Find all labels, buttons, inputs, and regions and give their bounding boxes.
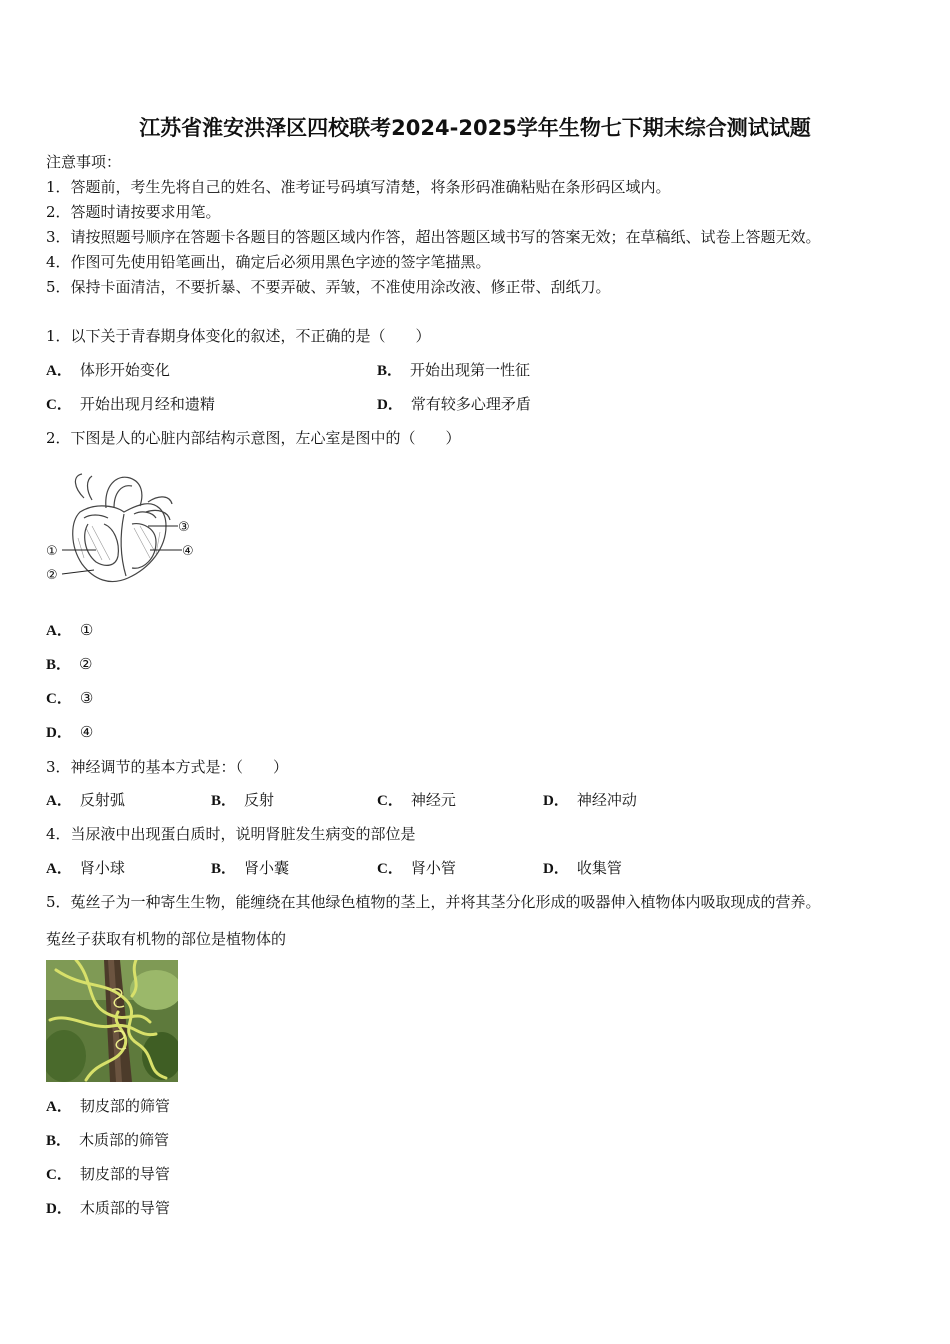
option: B． 肾小囊 xyxy=(211,859,290,877)
option: A． 体形开始变化 xyxy=(46,361,170,379)
option: C． 韧皮部的导管 xyxy=(46,1165,170,1183)
option: A． 反射弧 xyxy=(46,791,125,809)
option: D． ④ xyxy=(46,723,94,741)
notes-heading: 注意事项： xyxy=(46,153,122,171)
option: A． 韧皮部的筛管 xyxy=(46,1097,170,1115)
option: D． 木质部的导管 xyxy=(46,1199,170,1217)
option: D． 收集管 xyxy=(543,859,622,877)
option: D． 常有较多心理矛盾 xyxy=(377,395,531,413)
heart-diagram xyxy=(44,468,198,592)
question-stem: 4．当尿液中出现蛋白质时，说明肾脏发生病变的部位是 xyxy=(46,825,416,843)
question-stem: 2．下图是人的心脏内部结构示意图，左心室是图中的（ ） xyxy=(46,429,461,447)
notes-item: 5．保持卡面清洁，不要折暴、不要弄破、弄皱，不准使用涂改液、修正带、刮纸刀。 xyxy=(46,278,611,296)
option: D． 神经冲动 xyxy=(543,791,637,809)
figure-label: ② xyxy=(46,568,58,583)
option: C． 开始出现月经和遗精 xyxy=(46,395,215,413)
option: B． ② xyxy=(46,655,93,673)
question-stem: 3．神经调节的基本方式是：（ ） xyxy=(46,758,289,776)
option: A． 肾小球 xyxy=(46,859,125,877)
figure-label: ③ xyxy=(178,520,190,535)
option: B． 木质部的筛管 xyxy=(46,1131,170,1149)
question-stem: 1．以下关于青春期身体变化的叙述，不正确的是（ ） xyxy=(46,327,431,345)
notes-item: 2．答题时请按要求用笔。 xyxy=(46,203,221,221)
question-stem-continued: 菟丝子获取有机物的部位是植物体的 xyxy=(46,930,287,948)
option: C． 肾小管 xyxy=(377,859,456,877)
option: B． 开始出现第一性征 xyxy=(377,361,531,379)
notes-item: 4．作图可先使用铅笔画出，确定后必须用黑色字迹的签字笔描黑。 xyxy=(46,253,491,271)
question-stem: 5．菟丝子为一种寄生生物，能缠绕在其他绿色植物的茎上，并将其茎分化形成的吸器伸入植物体内吸取现成的营养。 xyxy=(46,893,821,911)
option: C． 神经元 xyxy=(377,791,456,809)
dodder-photo xyxy=(46,960,178,1082)
page-title: 江苏省淮安洪泽区四校联考2024-2025学年生物七下期末综合测试试题 xyxy=(139,116,811,140)
option: C． ③ xyxy=(46,689,94,707)
notes-item: 1．答题前，考生先将自己的姓名、准考证号码填写清楚，将条形码准确粘贴在条形码区域内。 xyxy=(46,178,671,196)
notes-item: 3．请按照题号顺序在答题卡各题目的答题区域内作答，超出答题区域书写的答案无效；在草稿纸、试卷上答题无效。 xyxy=(46,228,821,246)
figure-label: ④ xyxy=(182,544,194,559)
option: A． ① xyxy=(46,621,94,639)
figure-label: ① xyxy=(46,544,58,559)
option: B． 反射 xyxy=(211,791,275,809)
